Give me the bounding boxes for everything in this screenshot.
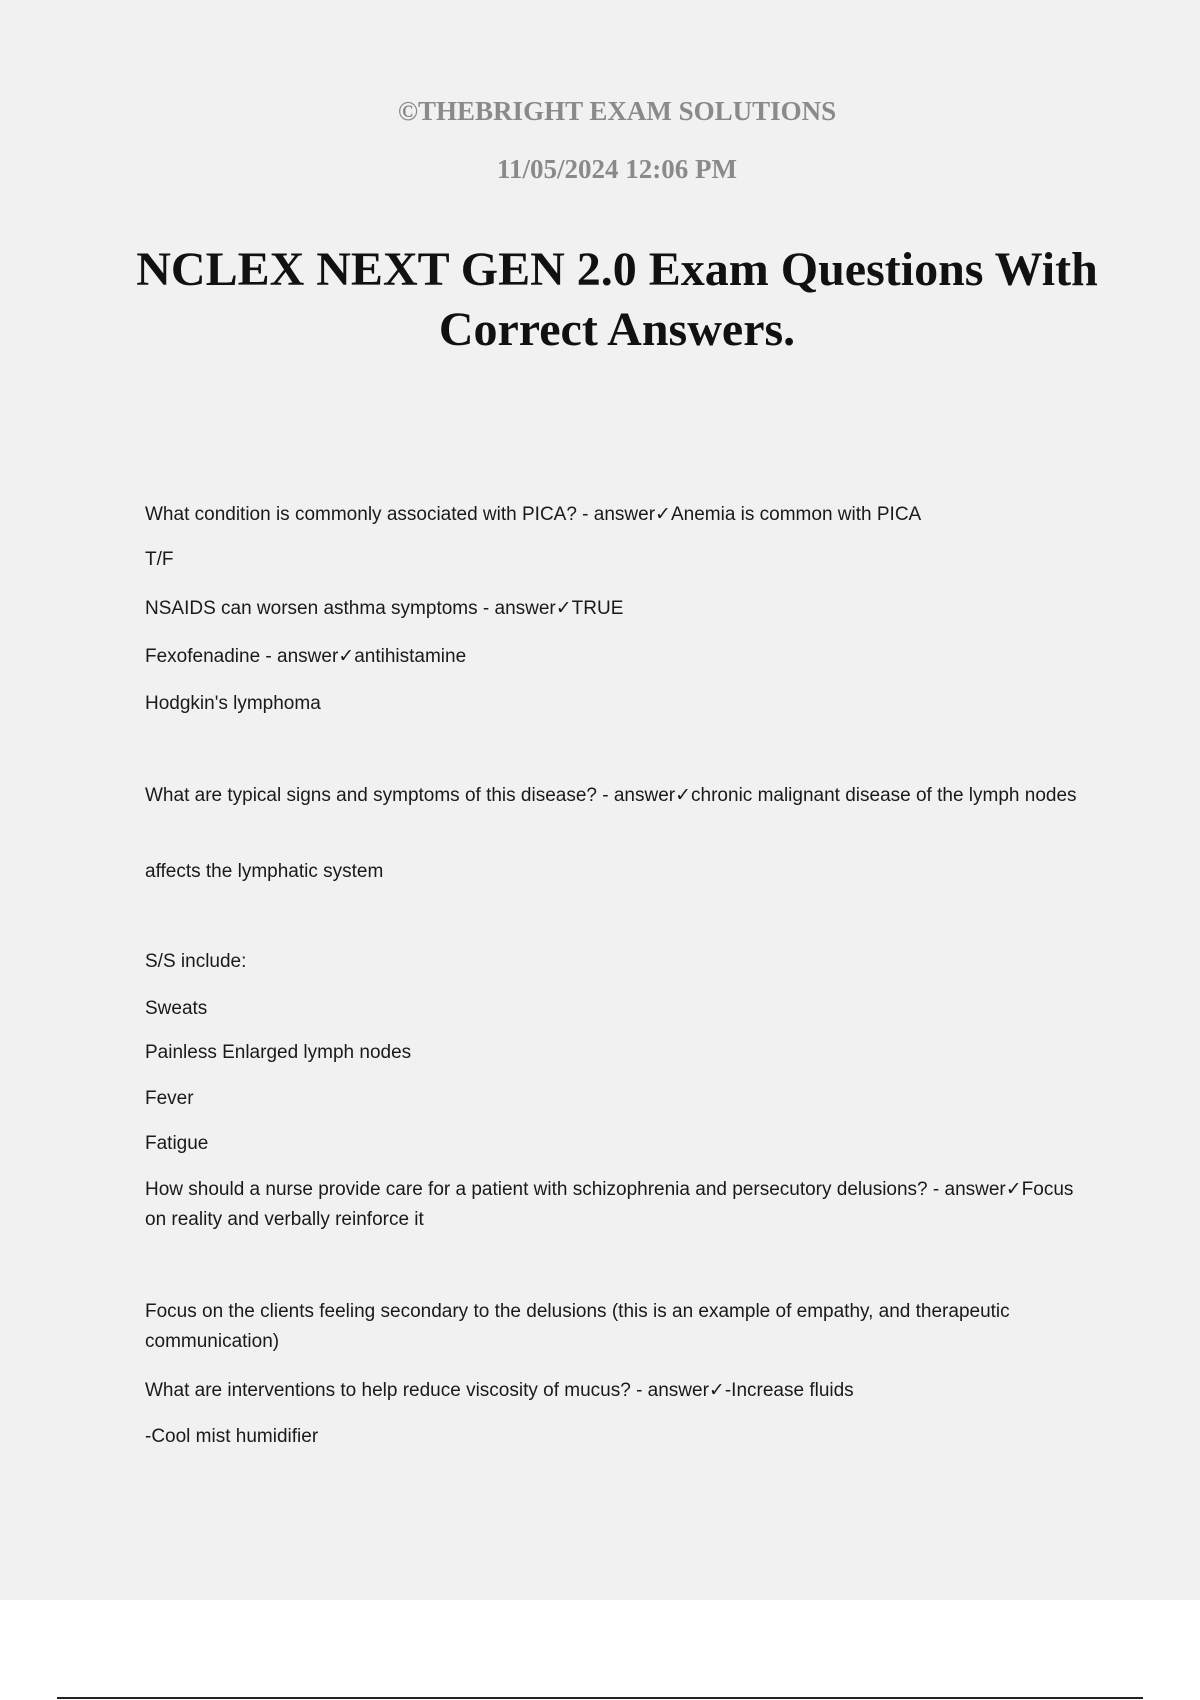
qa-line: What are typical signs and symptoms of this disease? - answer✓chronic malignant disease of the lymph nodes <box>145 785 1077 806</box>
qa-line: Hodgkin's lymphoma <box>145 693 321 714</box>
footer-divider <box>57 1697 1143 1699</box>
qa-line: How should a nurse provide care for a patient with schizophrenia and persecutory delusions? - answer✓Focus on reality and verbally reinforce it <box>145 1179 1074 1230</box>
qa-line: Fexofenadine - answer✓antihistamine <box>145 646 467 667</box>
qa-line: What are interventions to help reduce viscosity of mucus? - answer✓-Increase fluids <box>145 1380 854 1401</box>
qa-line: Painless Enlarged lymph nodes <box>145 1042 412 1063</box>
qa-line: Fatigue <box>145 1133 209 1154</box>
watermark-date: 11/05/2024 12:06 PM <box>497 154 737 184</box>
watermark-title: ©THEBRIGHT EXAM SOLUTIONS <box>397 96 837 126</box>
qa-line: affects the lymphatic system <box>145 861 384 882</box>
qa-line: What condition is commonly associated with PICA? - answer✓Anemia is common with PICA <box>145 504 922 525</box>
document-title: NCLEX NEXT GEN 2.0 Exam Questions With Correct Answers. <box>136 243 1098 356</box>
qa-line: Fever <box>145 1088 194 1109</box>
qa-line: NSAIDS can worsen asthma symptoms - answer✓TRUE <box>145 598 624 619</box>
qa-line: S/S include: <box>145 951 247 972</box>
qa-line: Focus on the clients feeling secondary to the delusions (this is an example of empathy, and therapeutic communication) <box>145 1301 1010 1352</box>
qa-line: T/F <box>145 549 174 570</box>
qa-line: -Cool mist humidifier <box>145 1426 319 1447</box>
qa-line: Sweats <box>145 998 208 1019</box>
